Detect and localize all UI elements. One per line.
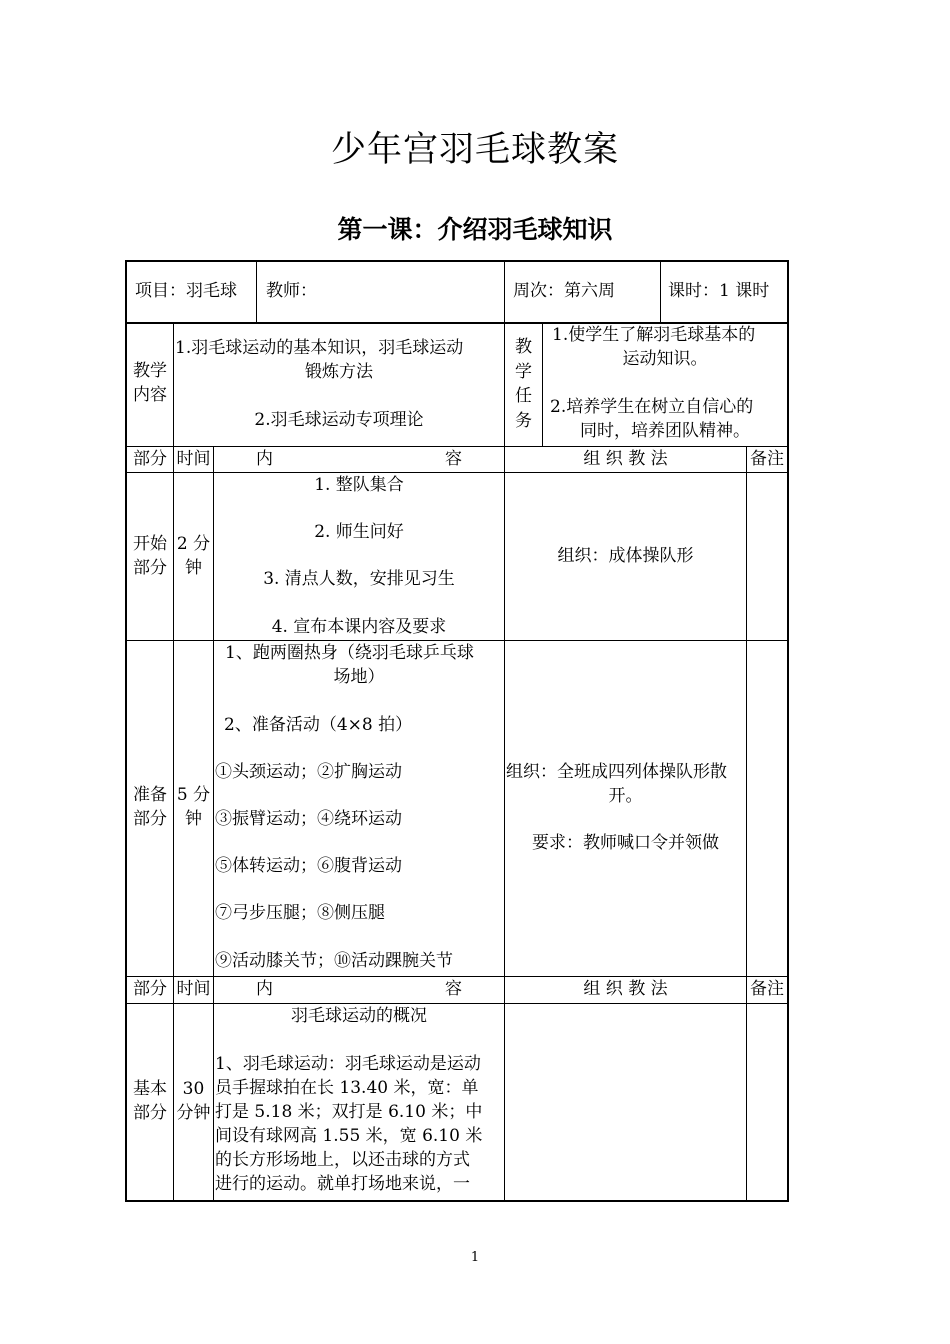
list-item: 2. 师生问好 (314, 522, 404, 542)
teaching-content-label: 教学 (133, 361, 167, 381)
list-item: ⑤体转运动；⑥腹背运动 (215, 856, 402, 876)
lesson-plan-table (125, 260, 789, 1202)
start-method: 组织：成体操队形 (557, 546, 694, 566)
prep-time: 5 分 (176, 785, 211, 805)
teaching-content-text: 锻炼方法 (305, 362, 373, 382)
column-header-method: 组 织 教 法 (583, 449, 668, 469)
paragraph-line: 员手握球拍在长 13.40 米，宽：单 (215, 1078, 479, 1098)
list-item: 3. 清点人数，安排见习生 (263, 569, 455, 589)
list-item: 场地） (333, 667, 385, 687)
page-title: 少年宫羽毛球教案 (330, 130, 619, 170)
prep-time: 钟 (185, 809, 202, 829)
paragraph-line: 1、羽毛球运动：羽毛球运动是运动 (215, 1054, 481, 1074)
list-item: 1. 整队集合 (314, 475, 404, 495)
teaching-content-text: 1.羽毛球运动的基本知识，羽毛球运动 (175, 338, 464, 358)
list-item: ⑨活动膝关节；⑩活动踝腕关节 (215, 951, 453, 971)
page-number: 1 (470, 1250, 480, 1265)
column-header-content: 内 (256, 979, 273, 999)
teaching-task-text: 2.培养学生在树立自信心的 (550, 397, 754, 417)
basic-time: 30 (182, 1079, 205, 1099)
week-label: 周次：第六周 (513, 281, 615, 301)
column-header-part: 部分 (133, 449, 167, 469)
teaching-task-label: 学 (515, 362, 532, 382)
column-header-method: 组 织 教 法 (583, 979, 668, 999)
paragraph-line: 打是 5.18 米；双打是 6.10 米；中 (215, 1102, 483, 1122)
prep-part-label: 准备 (133, 785, 167, 805)
hours-label: 课时：1 课时 (668, 281, 770, 301)
basic-part-label: 部分 (133, 1103, 167, 1123)
start-time: 2 分 (176, 534, 211, 554)
lesson-subtitle: 第一课：介绍羽毛球知识 (337, 215, 613, 244)
teacher-label: 教师： (266, 281, 317, 301)
teaching-task-text: 1.使学生了解羽毛球基本的 (552, 325, 756, 345)
column-header-content: 内 (256, 449, 273, 469)
prep-method: 要求：教师喊口令并领做 (532, 833, 719, 853)
prep-method: 组织：全班成四列体操队形散 (506, 762, 727, 782)
column-header-content: 容 (445, 449, 462, 469)
column-header-part: 部分 (133, 979, 167, 999)
list-item: 4. 宣布本课内容及要求 (271, 617, 447, 637)
list-item: ③振臂运动；④绕环运动 (215, 809, 402, 829)
column-header-notes: 备注 (750, 449, 784, 469)
start-part-label: 开始 (133, 534, 167, 554)
start-part-label: 部分 (133, 558, 167, 578)
teaching-content-text: 2.羽毛球运动专项理论 (254, 410, 424, 430)
project-label: 项目：羽毛球 (135, 281, 237, 301)
list-item: 1、跑两圈热身（绕羽毛球乒乓球 (225, 643, 474, 663)
teaching-content-label: 内容 (133, 385, 167, 405)
column-header-content: 容 (445, 979, 462, 999)
teaching-task-text: 同时，培养团队精神。 (580, 421, 750, 441)
list-item: ⑦弓步压腿；⑧侧压腿 (215, 903, 385, 923)
column-header-time: 时间 (176, 449, 211, 469)
prep-part-label: 部分 (133, 809, 167, 829)
list-item: 2、准备活动（4×8 拍） (224, 715, 413, 735)
basic-time: 分钟 (176, 1103, 211, 1123)
teaching-task-text: 运动知识。 (622, 349, 708, 369)
section-heading: 羽毛球运动的概况 (291, 1006, 427, 1026)
teaching-task-label: 务 (515, 411, 532, 431)
paragraph-line: 间设有球网高 1.55 米，宽 6.10 米 (215, 1126, 483, 1146)
list-item: ①头颈运动；②扩胸运动 (215, 762, 402, 782)
column-header-time: 时间 (176, 979, 211, 999)
paragraph-line: 的长方形场地上，以还击球的方式 (215, 1150, 470, 1170)
prep-method: 开。 (608, 786, 643, 806)
column-header-notes: 备注 (750, 979, 784, 999)
paragraph-line: 进行的运动。就单打场地来说，一 (215, 1174, 470, 1194)
start-time: 钟 (185, 558, 202, 578)
teaching-task-label: 任 (515, 386, 532, 406)
teaching-task-label: 教 (515, 337, 532, 357)
basic-part-label: 基本 (133, 1079, 167, 1099)
